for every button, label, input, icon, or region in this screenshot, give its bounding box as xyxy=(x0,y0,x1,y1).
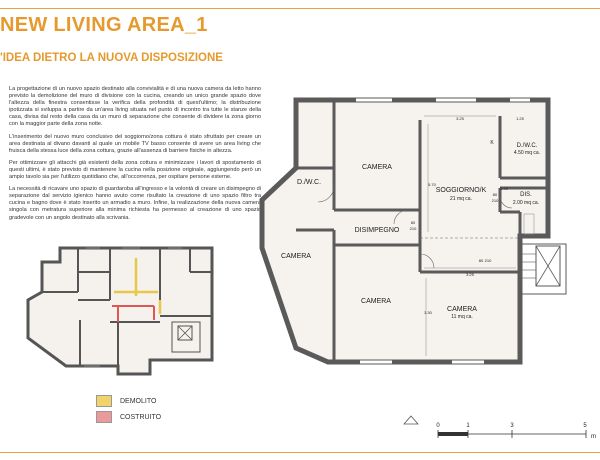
room-area-camera-right: 11 mq ca. xyxy=(451,314,473,320)
main-floor-plan xyxy=(262,98,566,364)
page-subtitle: 'IDEA DIETRO LA NUOVA DISPOSIZIONE xyxy=(0,52,223,64)
room-label-dwc-right: D./W.C. xyxy=(516,143,538,149)
description-paragraph-3: Per ottimizzare gli attacchi già esistenti della zona cottura e minimizzare i lavori di spostamento di questi ultimi, è stato previsto di mantenere la cucina nella posizione originale, aggiungendo però un ampio tavolo sia per l'utilizzo quotidiano che, all'occorrenza, per ospitare persone esterne. xyxy=(9,159,261,181)
room-label-camera-right: CAMERA xyxy=(447,306,477,313)
north-arrow xyxy=(404,416,418,424)
room-label-soggiorno: SOGGIORNO/K xyxy=(435,187,487,194)
page-title: NEW LIVING AREA_1 xyxy=(0,14,208,36)
dim-label: 210 xyxy=(409,226,417,231)
dim-label: 210 xyxy=(491,198,499,203)
room-label-disimpegno: DISIMPEGNO xyxy=(354,227,400,234)
scale-label-1: 1 xyxy=(466,423,470,429)
description-paragraph-1: La progettazione di un nuovo spazio destinato alla convivialità e di una nuova camera da letto hanno previsto la demolizione del muro di divisione con la cucina, creando un unico grande spazio dove l'altezza della finestra consentisse la verifica della profondità di quest'ultimo; la distribuzione ipotizzata si sviluppa a partire da un'area living situata nel punto di incontro tra tutte le stanze della casa, divisa dal resto della casa da un muro di separazione che consente di dividere la zona giorno con la maggior parte della zona notte. xyxy=(9,86,261,128)
dim-label: 3.40 xyxy=(500,186,508,191)
dim-label: 3.30 xyxy=(424,310,432,315)
legend-item-costruito xyxy=(96,409,161,425)
dim-label: 3.25 xyxy=(456,116,464,121)
scale-label-5: 5 xyxy=(583,423,587,429)
room-label-camera-top: CAMERA xyxy=(362,164,392,171)
legend xyxy=(96,393,161,425)
legend-item-demolito xyxy=(96,393,161,409)
description-paragraph-2: L'inserimento del nuovo muro conclusivo del soggiorno/zona cottura è stato sfruttato per creare un area destinata al divano davanti al quale un mobile TV basso consente di avere un area living che fruisca della stessa luce della zona cottura, grazie all'assenza di barriere fisiche in altezza. xyxy=(9,133,261,154)
scale-label-3: 3 xyxy=(510,423,514,429)
dim-label: 210 xyxy=(484,258,492,263)
legend-label-costruito: COSTRUITO xyxy=(120,413,162,421)
legend-swatch-costruito xyxy=(96,411,112,423)
room-label-camera-left: CAMERA xyxy=(281,253,311,260)
dim-label: 3.25 xyxy=(466,272,474,277)
dim-label: 80 xyxy=(492,192,498,197)
small-floor-plan xyxy=(28,248,212,374)
room-label-camera-mid: CAMERA xyxy=(361,298,391,305)
room-area-dwc-right: 4.50 mq ca. xyxy=(513,150,541,156)
description-paragraph-4: La necessità di ricavare uno spazio di guardaroba all'ingresso e la volontà di creare un disimpegno di separazione dal servizio igienico hanno avuto come risultato la creazione di uno spazio filtro tra cucina e bagno dove è stato inserito un armadio a muro. Infine, la realizzazione della nuova camera singola con metratura superiore alla minima richiesta ha permesso al creazione di uno spazio gradevole con un angolo destinato alla scrivania. xyxy=(9,186,261,221)
room-area-soggiorno: 21 mq ca. xyxy=(450,196,472,202)
dim-label: 1.25 xyxy=(516,116,524,121)
dim-label: 80 xyxy=(478,258,484,263)
room-label-dis: DIS. xyxy=(520,192,532,198)
scale-unit: m xyxy=(591,434,596,440)
dim-label: 80 xyxy=(410,220,416,225)
scale-label-0: 0 xyxy=(436,423,440,429)
legend-label-demolito: DEMOLITO xyxy=(120,397,157,405)
room-area-dis: 2.00 mq ca. xyxy=(512,200,540,206)
kitchen-mark: K xyxy=(490,140,494,146)
scale-bar xyxy=(438,430,586,438)
legend-swatch-demolito xyxy=(96,395,112,407)
room-label-dwc-left: D./W.C. xyxy=(296,179,322,186)
dim-label: 5.70 xyxy=(428,182,436,187)
